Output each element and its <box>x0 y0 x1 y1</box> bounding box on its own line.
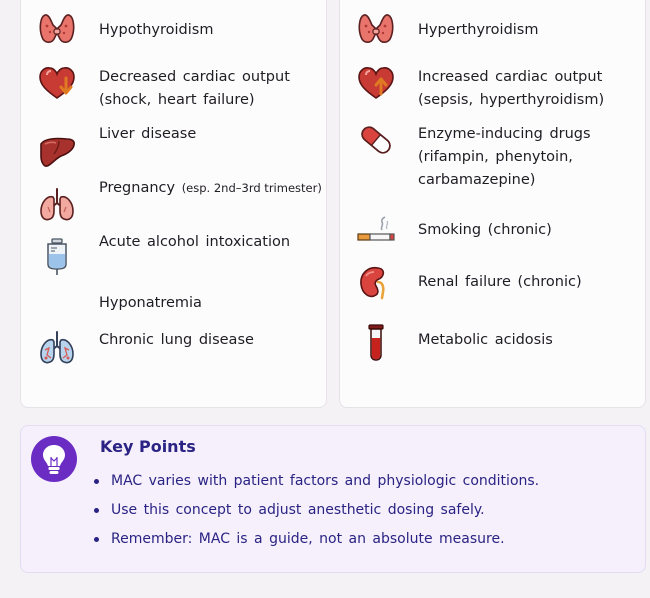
item-label <box>418 66 640 112</box>
item-label-line3: carbamazepine) <box>418 172 536 188</box>
lungs-icon <box>37 185 77 225</box>
thyroid-icon <box>356 9 396 49</box>
item-label-line1: Increased cardiac output <box>418 69 603 85</box>
kidney-icon <box>356 262 396 302</box>
key-points-list <box>89 471 539 558</box>
item-label: Chronic lung disease <box>99 332 254 348</box>
diseased-lungs-icon <box>37 328 77 368</box>
item-label: Liver disease <box>99 126 197 142</box>
item-label: Metabolic acidosis <box>418 332 553 348</box>
item-label <box>99 177 329 200</box>
decreased-mac-panel <box>20 0 327 408</box>
cigarette-icon <box>356 212 396 252</box>
list-item: Remember: MAC is a guide, not an absolute measure. <box>89 529 539 558</box>
liver-icon <box>37 132 77 172</box>
item-label: Acute alcohol intoxication <box>99 234 291 250</box>
item-label: Hyponatremia <box>99 295 202 311</box>
list-item: MAC varies with patient factors and physiologic conditions. <box>89 471 539 500</box>
item-label-line2: (rifampin, phenytoin, <box>418 149 573 165</box>
item-label: Hyperthyroidism <box>418 22 539 38</box>
item-label <box>99 66 321 112</box>
thyroid-icon <box>37 9 77 49</box>
pill-capsule-icon <box>356 120 396 160</box>
item-label <box>418 123 640 192</box>
iv-bag-icon <box>37 237 77 277</box>
heart-down-arrow-icon <box>37 64 77 104</box>
key-points-title: Key Points <box>100 437 196 456</box>
increased-mac-panel <box>339 0 646 408</box>
item-label-line2: (sepsis, hyperthyroidism) <box>418 92 605 108</box>
item-label: Renal failure (chronic) <box>418 274 582 290</box>
item-label: Smoking (chronic) <box>418 222 552 238</box>
key-points-box <box>20 425 646 573</box>
heart-up-arrow-icon <box>356 64 396 104</box>
blood-tube-icon <box>356 323 396 363</box>
item-label-note: (esp. 2nd–3rd trimester) <box>181 181 322 195</box>
item-label-line1: Decreased cardiac output <box>99 69 290 85</box>
item-label: Hypothyroidism <box>99 22 214 38</box>
lightbulb-icon <box>31 436 77 482</box>
item-label-line1: Enzyme-inducing drugs <box>418 126 591 142</box>
item-label-main: Pregnancy <box>99 180 176 196</box>
item-label-line2: (shock, heart failure) <box>99 92 255 108</box>
list-item: Use this concept to adjust anesthetic dosing safely. <box>89 500 539 529</box>
